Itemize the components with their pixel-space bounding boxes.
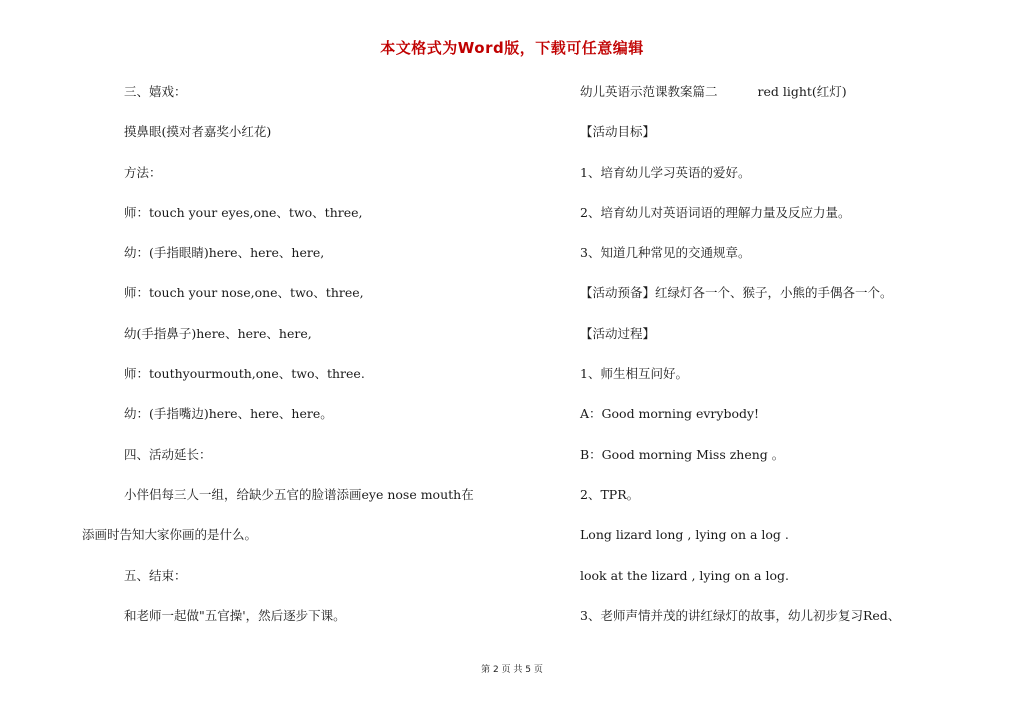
paragraph-line: 师：touch your nose,one、two、three, [124,285,364,301]
page-number: 第 2 页 共 5 页 [481,665,543,675]
paragraph-line: 【活动预备】红绿灯各一个、猴子，小熊的手偶各一个。 [580,285,893,301]
paragraph-line: 1、师生相互问好。 [580,366,688,382]
paragraph-line: 和老师一起做"五官操'，然后逐步下课。 [124,607,346,623]
paragraph-line: Long lizard long , lying on a log . [580,527,789,543]
paragraph-line: look at the lizard , lying on a log. [580,567,789,583]
document-banner: 本文格式为Word版，下载可任意编辑 [380,39,644,57]
paragraph-line: 方法： [124,164,162,180]
paragraph-line: 【活动过程】 [580,325,656,341]
paragraph-line: B：Good morning Miss zheng 。 [580,446,785,462]
left-column [82,82,512,646]
paragraph-line: 2、TPR。 [580,486,640,502]
paragraph-line: 五、结束： [124,567,187,583]
paragraph-line: 摸鼻眼(摸对者嘉奖小红花) [124,124,272,140]
section-subtitle: red light(红灯) [757,84,847,99]
paragraph-line: 【活动目标】 [580,124,656,140]
paragraph-line: 小伴侣每三人一组，给缺少五官的脸谱添画eye nose mouth在 [124,486,474,502]
paragraph-line: 2、培育幼儿对英语词语的理解力量及反应力量。 [580,204,851,220]
paragraph-line: 添画时告知大家你画的是什么。 [82,527,258,543]
paragraph-line: 师：touthyourmouth,one、two、three. [124,366,365,382]
right-column [580,82,980,646]
paragraph-line: 3、老师声情并茂的讲红绿灯的故事，幼儿初步复习Red、 [580,607,901,623]
section-heading [580,82,980,122]
paragraph-line: 幼(手指鼻子)here、here、here, [124,325,312,341]
paragraph-line: 幼：(手指嘴边)here、here、here。 [124,406,333,422]
paragraph-line: 1、培育幼儿学习英语的爱好。 [580,164,751,180]
paragraph-line: 3、知道几种常见的交通规章。 [580,245,751,261]
paragraph-line: 三、嬉戏： [124,84,187,99]
paragraph-line: 幼：(手指眼睛)here、here、here, [124,245,325,261]
paragraph-line: A：Good morning evrybody! [580,406,760,422]
paragraph-line: 四、活动延长： [124,446,212,462]
paragraph-line: 师：touch your eyes,one、two、three, [124,204,363,220]
section-title: 幼儿英语示范课教案篇二 [580,84,718,99]
